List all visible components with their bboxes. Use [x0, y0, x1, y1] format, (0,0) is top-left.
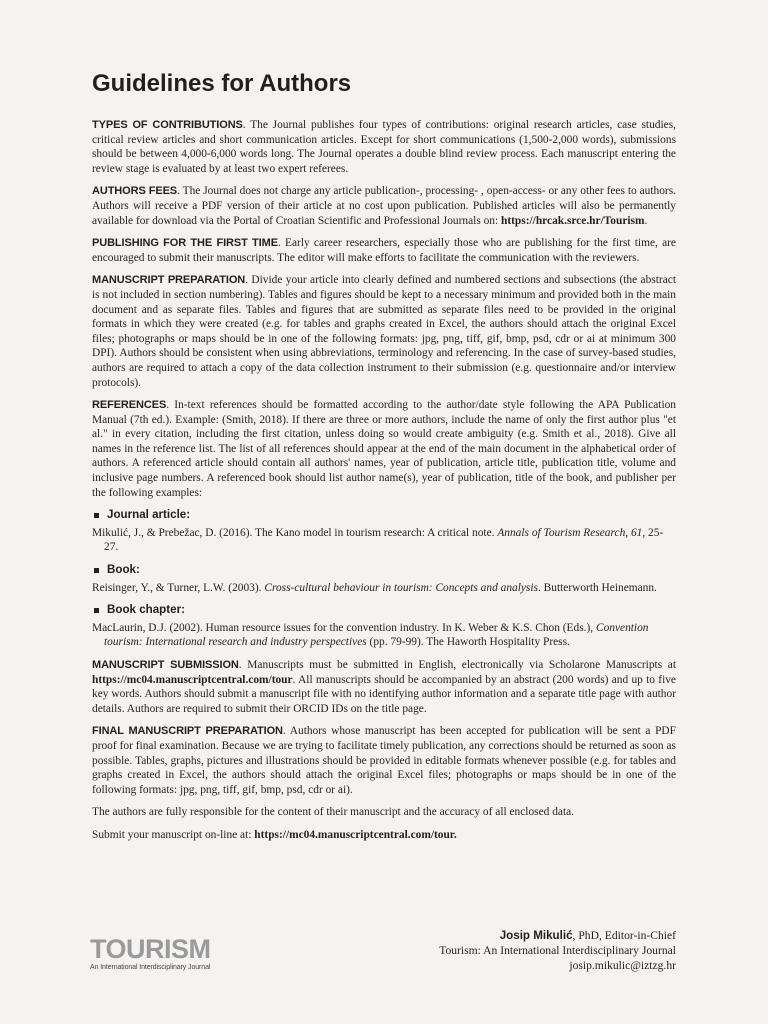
online-submission	[92, 828, 676, 843]
ref-italic: Cross-cultural behaviour in tourism: Concepts and analysis	[264, 581, 538, 594]
logo-wordmark: TOURISM	[90, 934, 211, 964]
online-submission-link[interactable]: https://mc04.manuscriptcentral.com/tour.	[254, 828, 457, 841]
logo-subtitle: An International Interdisciplinary Journal	[90, 964, 211, 971]
bullet-square-icon	[94, 608, 99, 613]
section-heading: REFERENCES	[92, 399, 167, 412]
bullet-square-icon	[94, 513, 99, 518]
example-label: Book chapter:	[107, 603, 185, 617]
section-first-time	[92, 236, 676, 265]
section-heading: TYPES OF CONTRIBUTIONS	[92, 119, 243, 131]
section-final	[92, 724, 676, 797]
hrcak-link[interactable]: https://hrcak.srce.hr/Tourism	[501, 214, 645, 227]
section-heading: AUTHORS FEES	[92, 185, 178, 198]
editor-signature	[439, 928, 676, 973]
section-heading: FINAL MANUSCRIPT PREPARATION	[92, 725, 283, 738]
example-heading	[92, 603, 676, 618]
section-text: . Divide your article into clearly defined and numbered sections and subsections (the abstract is not included in section numbering). Tables and figures should be kept to a necessary minimum and provided both in the main document and as separate files. Tables and figures that are submitted as separate files need to be provided in the original formats in which they were created (e.g. for tables and graphs created in Excel, the authors should attach the original Excel files; photographs or maps should be in one of the following formats: jpg, png, tiff, gif, bmp, psd, cdr or ai at minimum 300 DPI). Authors should be consistent when using abbreviations, terminology and referencing. In the case of survey-based studies, authors are required to attach a copy of the data collection instrument to their submission (e.g. questionnaire and/or interview protocols).	[92, 274, 676, 389]
bullet-square-icon	[94, 568, 99, 573]
example-heading	[92, 563, 676, 578]
reference-example	[92, 621, 676, 650]
example-heading	[92, 508, 676, 523]
section-text: . Manuscripts must be submitted in English, electronically via Scholarone Manuscripts at	[238, 659, 676, 671]
section-text: . The Journal does not charge any article publication-, processing- , open-access- or any other fees to authors. Authors will receive a PDF version of their article at no cost upon publication. Published articles will also be permanently available for download via the Portal of Croatian Scientific and Professional Journals on:	[92, 185, 676, 227]
ref-text: MacLaurin, D.J. (2002). Human resource issues for the convention industry. In K. Weber & K.S. Chon (Eds.),	[92, 621, 596, 634]
reference-example	[92, 526, 676, 555]
ref-text-end: . Butterworth Heinemann.	[537, 581, 657, 594]
section-fees	[92, 184, 676, 228]
section-text: . In-text references should be formatted according to the author/date style following the APA Publication Manual (7th ed.). Example: (Smith, 2018). If there are three or more authors, include the name of only the first author plus "et al." in every citation, including the first citation, unless doing so would create ambiguity (e.g. Smith et al., 2018). Give all names in the reference list. The list of all references should appear at the end of the main document in the alphabetical order of authors. A referenced article should contain all authors' names, year of publication, article title, publication title, volume and inclusive page numbers. A referenced book should list author name(s), year of publication, title of the book, and publisher per the following examples:	[92, 399, 676, 499]
reference-example	[92, 581, 676, 596]
ref-italic: Convention tourism: International research and industry perspectives	[104, 621, 649, 649]
page-title: Guidelines for Authors	[92, 70, 352, 97]
section-text: . The Journal publishes four types of contributions: original research articles, case studies, critical review articles and short communication articles. Except for short communications (1,500-2,000 words), submissions should be between 4,000-6,000 words long. The Journal operates a double blind review process. Each manuscript entering the review stage is evaluated by at least two expert referees.	[92, 119, 676, 175]
section-heading: MANUSCRIPT PREPARATION	[92, 274, 246, 287]
example-label: Journal article:	[107, 508, 191, 522]
editor-name: Josip Mikulić	[499, 929, 573, 942]
section-text-end: . All manuscripts should be accompanied by an abstract (200 words) and up to five key words. Authors should submit a manuscript file with no identifying author information and a separate title page with author details. Authors are required to submit their ORCID IDs on the title page.	[92, 673, 676, 715]
example-label: Book:	[107, 563, 140, 577]
ref-text-end: , 25-27.	[104, 526, 664, 554]
ref-italic: Annals of Tourism Research, 61	[497, 526, 643, 539]
section-references	[92, 398, 676, 500]
responsibility-note: The authors are fully responsible for the content of their manuscript and the accuracy of all enclosed data.	[92, 806, 575, 819]
ref-text: Mikulić, J., & Prebežac, D. (2016). The Kano model in tourism research: A critical note.	[92, 526, 498, 539]
editor-role: , PhD, Editor-in-Chief	[572, 929, 676, 942]
ref-text-end: (pp. 79-99). The Haworth Hospitality Press.	[366, 636, 570, 649]
guidelines-body	[92, 118, 676, 851]
section-preparation	[92, 273, 676, 390]
online-text: Submit your manuscript on-line at:	[92, 828, 255, 841]
ref-text: Reisinger, Y., & Turner, L.W. (2003).	[92, 581, 265, 594]
journal-name: Tourism: An International Interdisciplinary Journal	[439, 944, 676, 957]
signature-line	[439, 928, 676, 943]
section-heading: MANUSCRIPT SUBMISSION	[92, 659, 239, 671]
journal-logo	[90, 936, 211, 971]
section-text: . Authors whose manuscript has been accepted for publication will be sent a PDF proof for final examination. Because we are trying to facilitate timely publication, any corrections should be returned as soon as possible. Tables, graphs, pictures and illustrations should be provided in editable formats whenever possible (e.g. for tables and graphs created in Excel, the authors should attach the original Excel files; photographs or maps should be in one of the following formats: jpg, png, tiff, gif, bmp, psd, cdr or ai).	[92, 725, 676, 796]
editor-email[interactable]: josip.mikulic@iztzg.hr	[569, 959, 676, 972]
section-text: . Early career researchers, especially those who are publishing for the first time, are encouraged to submit their manuscripts. The editor will make efforts to facilitate the communication with the reviewers.	[92, 237, 676, 264]
section-text-end: .	[644, 214, 648, 227]
section-heading: PUBLISHING FOR THE FIRST TIME	[92, 237, 278, 250]
section-types	[92, 118, 676, 176]
section-submission	[92, 658, 676, 716]
scholarone-link[interactable]: https://mc04.manuscriptcentral.com/tour	[92, 673, 293, 686]
